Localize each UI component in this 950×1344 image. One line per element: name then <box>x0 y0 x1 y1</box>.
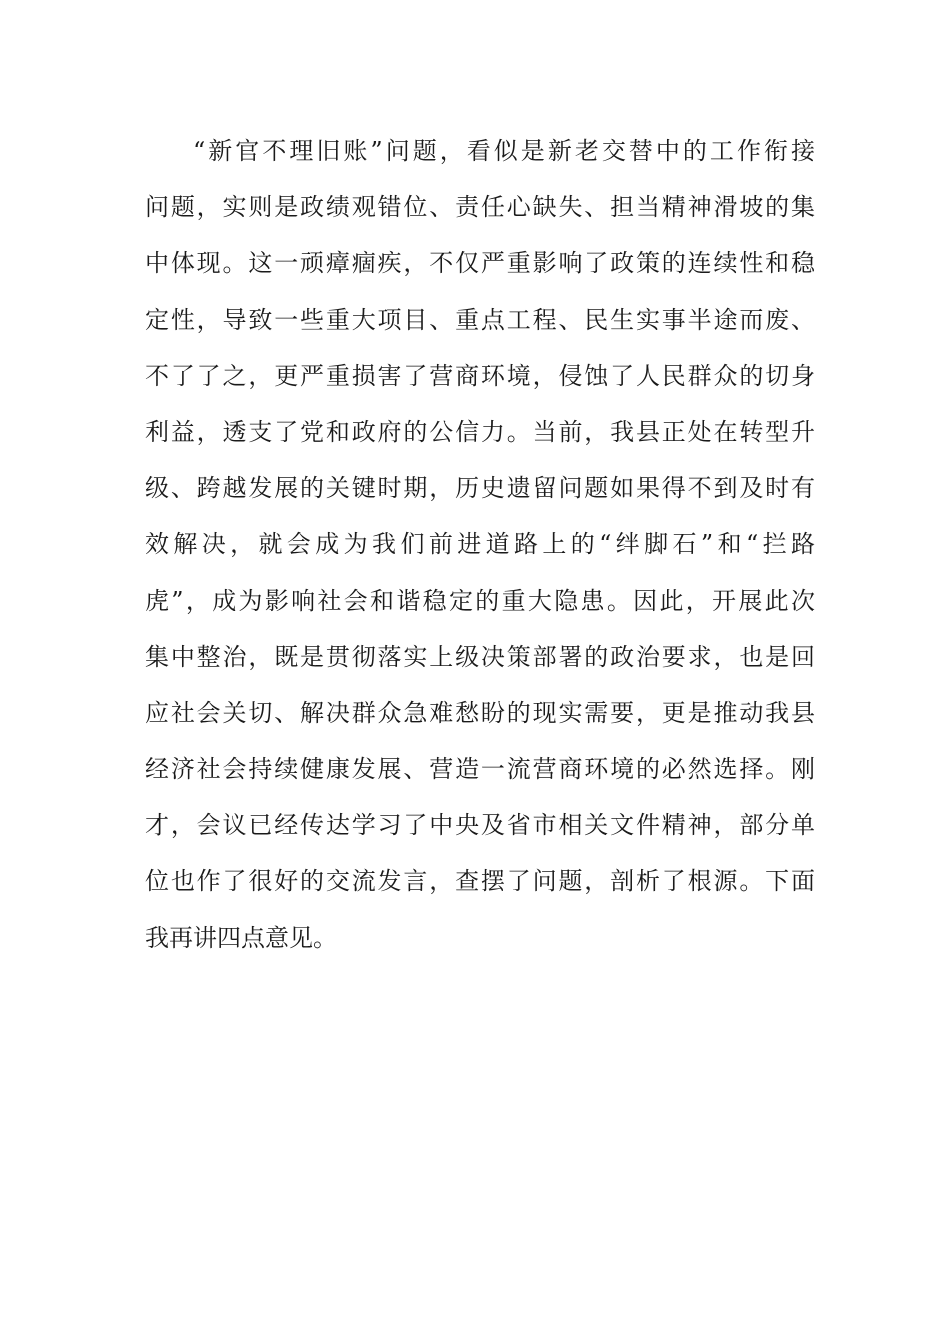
paragraph-line: 经济社会持续健康发展、营造一流营商环境的必然选择。刚 <box>145 755 815 784</box>
paragraph-line: 才，会议已经传达学习了中央及省市相关文件精神，部分单 <box>145 811 815 840</box>
paragraph-line: 级、跨越发展的关键时期，历史遗留问题如果得不到及时有 <box>145 474 815 503</box>
paragraph-line: 位也作了很好的交流发言，查摆了问题，剖析了根源。下面 <box>145 867 815 896</box>
paragraph-line: 问题，实则是政绩观错位、责任心缺失、担当精神滑坡的集 <box>145 193 815 222</box>
paragraph-line: 效解决，就会成为我们前进道路上的“绊脚石”和“拦路 <box>145 530 815 559</box>
body-paragraph <box>145 128 815 971</box>
paragraph-line: 定性，导致一些重大项目、重点工程、民生实事半途而废、 <box>145 305 815 334</box>
paragraph-line: 虎”，成为影响社会和谐稳定的重大隐患。因此，开展此次 <box>145 586 815 615</box>
paragraph-line: 不了了之，更严重损害了营商环境，侵蚀了人民群众的切身 <box>145 361 815 390</box>
paragraph-line: 中体现。这一顽瘴痼疾，不仅严重影响了政策的连续性和稳 <box>145 249 815 278</box>
paragraph-line: “新官不理旧账”问题，看似是新老交替中的工作衔接 <box>193 137 815 165</box>
paragraph-line: 利益，透支了党和政府的公信力。当前，我县正处在转型升 <box>145 417 815 446</box>
paragraph-line: 应社会关切、解决群众急难愁盼的现实需要，更是推动我县 <box>145 698 815 727</box>
paragraph-line: 我再讲四点意见。 <box>145 923 337 952</box>
paragraph-line: 集中整治，既是贯彻落实上级决策部署的政治要求，也是回 <box>145 642 815 671</box>
